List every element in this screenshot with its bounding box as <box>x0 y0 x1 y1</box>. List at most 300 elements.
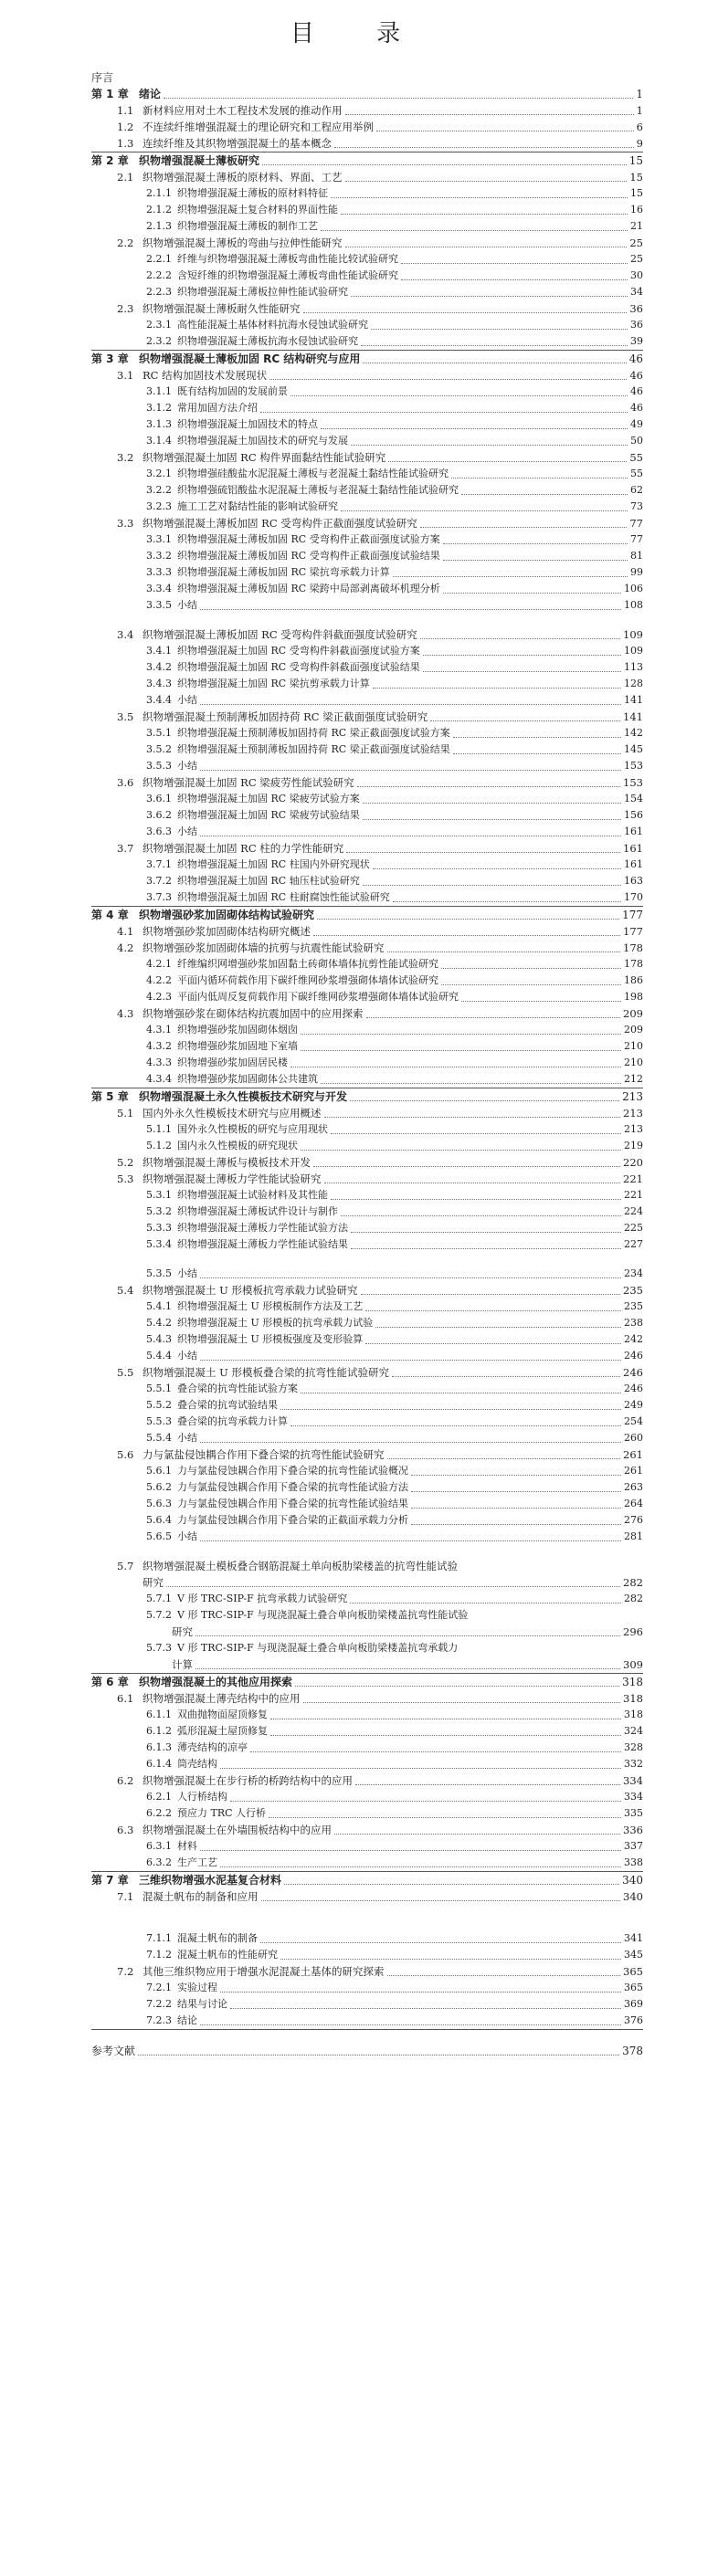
toc-entry-title: 小结 <box>177 1432 197 1444</box>
toc-entry-page: 36 <box>630 319 643 331</box>
toc-entry[interactable] <box>91 1397 643 1414</box>
toc-entry-page: 46 <box>630 385 643 397</box>
toc-entry[interactable] <box>91 548 643 564</box>
toc-leader-dots <box>166 1586 620 1587</box>
toc-entry[interactable] <box>91 824 643 840</box>
toc-entry[interactable] <box>91 1055 643 1071</box>
toc-entry[interactable] <box>91 1138 643 1154</box>
toc-entry[interactable] <box>91 1640 643 1656</box>
toc-front-entry[interactable] <box>91 69 643 86</box>
toc-entry-number: 3.4.2 <box>146 661 172 673</box>
toc-entry-page: 113 <box>624 661 643 673</box>
toc-entry[interactable] <box>91 643 643 659</box>
toc-entry-number: 5.6.5 <box>146 1530 172 1542</box>
toc-entry[interactable] <box>91 400 643 416</box>
toc-leader-dots <box>365 1310 621 1311</box>
toc-entry[interactable] <box>91 251 643 268</box>
toc-entry[interactable] <box>91 1348 643 1364</box>
toc-entry-number: 3.7 <box>117 842 134 855</box>
toc-leader-dots <box>261 1900 621 1901</box>
toc-entry[interactable] <box>91 1282 643 1299</box>
toc-entry[interactable] <box>91 1690 643 1707</box>
toc-entry-title: 织物增强混凝土预制薄板加固持荷 RC 梁正截面强度试验方案 <box>177 727 450 739</box>
toc-entry-title: 平面内循环荷载作用下碳纤维网砂浆增强砌体墙体试验研究 <box>177 974 438 986</box>
toc-leader-dots <box>392 1376 620 1377</box>
toc-leader-dots <box>250 1751 621 1752</box>
toc-entry-page: 142 <box>624 727 643 739</box>
toc-leader-dots <box>290 395 628 396</box>
toc-gap <box>91 1905 643 1918</box>
toc-entry-number: 3.6 <box>117 776 134 789</box>
toc-leader-dots <box>331 197 628 198</box>
toc-entry-number: 5.5.3 <box>146 1415 172 1427</box>
toc-entry[interactable] <box>91 807 643 824</box>
toc-entry[interactable] <box>91 1105 643 1121</box>
toc-entry[interactable] <box>91 1071 643 1088</box>
toc-entry[interactable] <box>91 1299 643 1315</box>
toc-entry-number: 5.6.4 <box>146 1514 172 1526</box>
toc-gap <box>91 614 643 626</box>
toc-entry-page: 263 <box>624 1481 643 1493</box>
toc-leader-dots <box>387 1458 621 1459</box>
toc-entry[interactable] <box>91 169 643 185</box>
toc-entry-title: 高性能混凝土基体材料抗海水侵蚀试验研究 <box>177 319 368 331</box>
toc-entry[interactable] <box>91 741 643 758</box>
toc-entry-page: 296 <box>623 1625 643 1638</box>
toc-entry[interactable] <box>91 1888 643 1905</box>
toc-entry[interactable] <box>91 1512 643 1529</box>
toc-entry-title: 国内永久性模板的研究现状 <box>177 1140 298 1151</box>
toc-entry-page: 73 <box>630 500 643 512</box>
toc-entry-number: 6.2 <box>117 1774 134 1787</box>
toc-entry-continuation <box>91 1574 643 1591</box>
toc-entry[interactable] <box>91 449 643 466</box>
toc-entry[interactable] <box>91 973 643 989</box>
toc-entry[interactable] <box>91 1740 643 1756</box>
toc-entry[interactable] <box>91 1364 643 1381</box>
toc-leader-dots <box>290 1425 621 1426</box>
toc-entry-page: 254 <box>624 1415 643 1427</box>
toc-entry[interactable] <box>91 1996 643 2013</box>
toc-entry-continuation <box>91 1624 643 1640</box>
toc-leader-dots <box>401 279 628 280</box>
toc-entry-page: 145 <box>624 743 643 755</box>
toc-leader-dots <box>373 688 621 689</box>
toc-entry[interactable] <box>91 889 643 907</box>
toc-entry-number: 第 4 章 <box>91 909 129 921</box>
toc-entry[interactable] <box>91 1236 643 1253</box>
toc-entry[interactable] <box>91 1529 643 1545</box>
toc-entry-page: 260 <box>624 1432 643 1444</box>
toc-entry[interactable] <box>91 1446 643 1463</box>
toc-entry-title: 含短纤维的织物增强混凝土薄板弯曲性能试验研究 <box>177 269 398 281</box>
toc-leader-dots <box>351 296 628 297</box>
toc-entry-number: 4.2.1 <box>146 958 172 970</box>
toc-leader-dots <box>321 428 628 429</box>
toc-leader-dots <box>260 412 628 413</box>
toc-entry-title: 织物增强混凝土加固 RC 梁抗剪承载力计算 <box>177 678 370 689</box>
toc-entry-page: 46 <box>629 369 643 382</box>
toc-entry[interactable] <box>91 1154 643 1171</box>
toc-entry-title: 小结 <box>177 1267 197 1279</box>
toc-entry-page: 210 <box>624 1057 643 1068</box>
toc-entry[interactable] <box>91 923 643 940</box>
toc-entry-title-cont: 计算 <box>172 1658 193 1671</box>
toc-entry[interactable] <box>91 989 643 1005</box>
toc-leader-dots <box>301 1150 621 1151</box>
toc-entry[interactable] <box>91 1022 643 1038</box>
toc-entry-title: 织物增强混凝土加固 RC 受弯构件斜截面强度试验结果 <box>177 661 420 673</box>
toc-leader-dots <box>363 819 621 820</box>
toc-entry-page: 365 <box>624 1982 643 1993</box>
toc-entry-title: 织物增强混凝土薄板的原材料特征 <box>177 187 328 199</box>
toc-entry[interactable] <box>91 102 643 119</box>
toc-entry[interactable] <box>91 709 643 725</box>
toc-entry[interactable] <box>91 235 643 251</box>
toc-entry[interactable] <box>91 857 643 873</box>
toc-leader-dots <box>357 786 620 787</box>
toc-entry-title: 织物增强混凝土薄板的制作工艺 <box>177 220 318 232</box>
toc-entry[interactable] <box>91 1187 643 1204</box>
toc-entry-page: 153 <box>623 776 643 789</box>
toc-entry-number: 4.3.2 <box>146 1040 172 1052</box>
toc-entry[interactable] <box>91 1381 643 1397</box>
toc-entry-page: 281 <box>624 1530 643 1542</box>
toc-entry-title: 织物增强砂浆在砌体结构抗震加固中的应用探索 <box>143 1007 364 1020</box>
toc-entry[interactable] <box>91 1756 643 1772</box>
toc-entry[interactable] <box>91 1496 643 1512</box>
toc-entry[interactable] <box>91 1963 643 1980</box>
toc-entry-page: 198 <box>624 991 643 1003</box>
toc-leader-dots <box>321 1083 621 1084</box>
toc-entry[interactable] <box>91 626 643 643</box>
toc-entry-page: 282 <box>623 1576 643 1589</box>
toc-entry[interactable] <box>91 367 643 384</box>
toc-entry-number: 2.3.2 <box>146 335 172 347</box>
toc-entry-number: 6.1 <box>117 1692 134 1705</box>
toc-leader-dots <box>345 181 628 182</box>
toc-entry-title: 织物增强混凝土永久性模板技术研究与开发 <box>139 1090 348 1103</box>
toc-entry[interactable] <box>91 482 643 499</box>
toc-entry-page: 332 <box>624 1758 643 1770</box>
toc-entry-title: 力与氯盐侵蚀耦合作用下叠合梁的正截面承载力分析 <box>177 1514 408 1526</box>
toc-entry-page: 170 <box>624 891 643 903</box>
toc-entry-page: 219 <box>624 1140 643 1151</box>
toc-entry-title: 连续纤维及其织物增强混凝土的基本概念 <box>143 137 332 150</box>
toc-entry[interactable] <box>91 1463 643 1479</box>
toc-entry[interactable] <box>91 1038 643 1055</box>
toc-entry[interactable] <box>91 1805 643 1822</box>
toc-entry[interactable] <box>91 1414 643 1430</box>
toc-entry[interactable] <box>91 581 643 597</box>
toc-leader-dots <box>200 1360 621 1361</box>
toc-entry-title: 混凝土帆布的制备 <box>177 1932 258 1944</box>
toc-entry-number: 1.1 <box>117 104 134 117</box>
toc-entry[interactable] <box>91 1930 643 1947</box>
toc-leader-dots <box>355 1784 620 1785</box>
toc-entry-title: 国外永久性模板的研究与应用现状 <box>177 1123 328 1135</box>
toc-leader-dots <box>461 1001 621 1002</box>
toc-entry-number: 3.1.1 <box>146 385 172 397</box>
toc-entry-title: 织物增强混凝土 U 形模板抗弯承载力试验研究 <box>143 1284 358 1297</box>
toc-entry[interactable] <box>91 1789 643 1805</box>
toc-entry-page: 213 <box>624 1123 643 1135</box>
toc-entry[interactable] <box>91 1855 643 1872</box>
toc-entry[interactable] <box>91 2013 643 2030</box>
toc-entry[interactable] <box>91 1220 643 1236</box>
toc-entry-page: 210 <box>624 1040 643 1052</box>
toc-entry-number: 第 1 章 <box>91 88 129 100</box>
toc-entry[interactable] <box>91 1171 643 1187</box>
toc-entry[interactable] <box>91 499 643 515</box>
toc-entry-number: 5.3.5 <box>146 1267 172 1279</box>
toc-leader-dots <box>393 576 628 577</box>
toc-entry-title: 织物增强混凝土的其他应用探索 <box>139 1676 293 1688</box>
toc-leader-dots <box>388 461 627 462</box>
toc-leader-dots <box>200 704 621 705</box>
toc-leader-dots <box>200 1277 621 1278</box>
toc-entry[interactable] <box>91 956 643 973</box>
toc-entry[interactable] <box>91 597 643 614</box>
toc-entry-number: 6.3.2 <box>146 1856 172 1868</box>
toc-entry-title: 织物增强混凝土薄板的弯曲与拉伸性能研究 <box>143 237 343 249</box>
toc-entry-number: 3.2.2 <box>146 484 172 496</box>
toc-leader-dots <box>371 329 628 330</box>
toc-entry-number: 3.5 <box>117 710 134 723</box>
toc-entry[interactable] <box>91 692 643 709</box>
toc-entry[interactable] <box>91 531 643 548</box>
toc-entry-number: 2.1.1 <box>146 187 172 199</box>
toc-entry-number: 6.3 <box>117 1824 134 1836</box>
toc-entry-title: 织物增强砂浆加固地下室墙 <box>177 1040 298 1052</box>
toc-entry-page: 213 <box>622 1090 643 1103</box>
toc-entry[interactable] <box>91 1947 643 1963</box>
toc-leader-dots <box>361 1294 621 1295</box>
toc-entry-title: 织物增强混凝土模板叠合钢筋混凝土单向板肋梁楼盖的抗弯性能试验 <box>143 1560 458 1572</box>
toc-entry-title: 织物增强混凝土加固技术的研究与发展 <box>177 435 348 447</box>
toc-chapter-entry[interactable] <box>91 907 643 923</box>
toc-entry-page: 261 <box>623 1448 643 1461</box>
toc-entry-page: 161 <box>624 825 643 837</box>
toc-entry-page: 334 <box>624 1791 643 1803</box>
toc-entry[interactable] <box>91 774 643 791</box>
toc-entry-page: 1 <box>636 104 643 117</box>
toc-entry-page: 341 <box>624 1932 643 1944</box>
toc-leader-dots <box>301 1050 621 1051</box>
toc-entry-number: 5.3.3 <box>146 1222 172 1234</box>
toc-entry[interactable] <box>91 791 643 807</box>
toc-entry[interactable] <box>91 873 643 889</box>
toc-entry-page: 335 <box>624 1807 643 1819</box>
toc-entry[interactable] <box>91 119 643 135</box>
toc-leader-dots <box>195 1668 620 1669</box>
toc-entry[interactable] <box>91 202 643 218</box>
toc-entry-number: 3.6.1 <box>146 793 172 804</box>
toc-chapter-entry[interactable] <box>91 1674 643 1690</box>
toc-leader-dots <box>461 494 628 495</box>
toc-leader-dots <box>351 445 628 446</box>
toc-leader-dots <box>280 1409 621 1410</box>
toc-entry[interactable] <box>91 840 643 857</box>
toc-entry-title: 织物增强混凝土薄板的原材料、界面、工艺 <box>143 171 343 184</box>
toc-entry[interactable] <box>91 433 643 449</box>
toc-entry[interactable] <box>91 284 643 300</box>
toc-entry-title: 叠合梁的抗弯承载力计算 <box>177 1415 288 1427</box>
toc-entry[interactable] <box>91 1315 643 1331</box>
toc-entry[interactable] <box>91 1430 643 1446</box>
toc-leader-dots <box>334 1834 620 1835</box>
toc-entry[interactable] <box>91 466 643 482</box>
toc-entry[interactable] <box>91 659 643 676</box>
toc-entry-title: 力与氯盐侵蚀耦合作用下叠合梁的抗弯性能试验研究 <box>143 1448 385 1461</box>
toc-entry[interactable] <box>91 1723 643 1740</box>
toc-entry-page: 221 <box>623 1172 643 1185</box>
toc-entry-page: 34 <box>630 286 643 298</box>
toc-entry-title: 筒壳结构 <box>177 1758 217 1770</box>
toc-entry-page: 264 <box>624 1498 643 1509</box>
toc-entry-title: 织物增强混凝土薄板力学性能试验结果 <box>177 1238 348 1250</box>
toc-entry[interactable] <box>91 1772 643 1789</box>
toc-entry[interactable] <box>91 1838 643 1855</box>
toc-entry[interactable] <box>91 1121 643 1138</box>
toc-entry-number: 5.4 <box>117 1284 134 1297</box>
toc-entry[interactable] <box>91 1822 643 1838</box>
toc-entry-page: 221 <box>624 1189 643 1201</box>
toc-entry-number: 5.6.2 <box>146 1481 172 1493</box>
toc-entry-page: 163 <box>624 875 643 887</box>
toc-entry-number: 5.4.3 <box>146 1333 172 1345</box>
toc-entry[interactable] <box>91 300 643 317</box>
toc-entry[interactable] <box>91 1591 643 1607</box>
toc-entry[interactable] <box>91 676 643 692</box>
toc-leader-dots <box>200 1850 621 1851</box>
toc-entry[interactable] <box>91 317 643 333</box>
toc-entry-page: 276 <box>624 1514 643 1526</box>
toc-entry[interactable] <box>91 1204 643 1220</box>
toc-entry-page: 109 <box>624 645 643 657</box>
toc-leader-dots <box>345 114 634 115</box>
toc-entry[interactable] <box>91 185 643 202</box>
toc-entry-title: 薄壳结构的凉亭 <box>177 1741 248 1753</box>
toc-leader-dots <box>138 2055 619 2056</box>
toc-front-entry[interactable] <box>91 2043 643 2059</box>
toc-entry-page: 337 <box>624 1840 643 1852</box>
toc-entry[interactable] <box>91 1707 643 1723</box>
toc-entry-number: 2.1 <box>117 171 134 184</box>
toc-entry-title: 织物增强混凝土薄板力学性能试验方法 <box>177 1222 348 1234</box>
toc-entry[interactable] <box>91 1331 643 1348</box>
toc-entry-page: 249 <box>624 1399 643 1411</box>
toc-entry-title: 织物增强硅酸盐水泥混凝土薄板与老混凝土黏结性能试验研究 <box>177 468 449 479</box>
toc-entry-page: 161 <box>624 858 643 870</box>
toc-entry-title: 混凝土帆布的制备和应用 <box>143 1890 259 1903</box>
toc-entry-page: 36 <box>629 302 643 315</box>
toc-entry[interactable] <box>91 1266 643 1282</box>
toc-entry[interactable] <box>91 940 643 956</box>
toc-leader-dots <box>331 1133 621 1134</box>
toc-entry[interactable] <box>91 515 643 531</box>
toc-leader-dots <box>411 1508 621 1509</box>
page-title: 目 录 <box>290 20 428 47</box>
toc-entry-number: 5.5.4 <box>146 1432 172 1444</box>
toc-entry-title: 织物增强混凝土预制薄板加固持荷 RC 梁正截面强度试验研究 <box>143 710 428 723</box>
toc-entry-page: 15 <box>630 187 643 199</box>
toc-chapter-entry[interactable] <box>91 1088 643 1105</box>
toc-entry-number: 3.4.3 <box>146 678 172 689</box>
toc-leader-dots <box>284 1884 619 1885</box>
toc-entry[interactable] <box>91 725 643 741</box>
toc-entry-number: 5.2 <box>117 1156 134 1169</box>
toc-entry-title: 参考文献 <box>91 2045 136 2057</box>
toc-entry-number: 5.5.2 <box>146 1399 172 1411</box>
toc-entry[interactable] <box>91 268 643 284</box>
toc-entry[interactable] <box>91 416 643 433</box>
toc-leader-dots <box>441 984 621 985</box>
toc-entry-title: 织物增强混凝土薄板加固 RC 受弯构件斜截面强度试验研究 <box>143 628 417 641</box>
toc-chapter-entry[interactable] <box>91 351 643 367</box>
toc-entry[interactable] <box>91 1558 643 1574</box>
toc-entry-title: 生产工艺 <box>177 1856 217 1868</box>
toc-leader-dots <box>270 1735 621 1736</box>
toc-entry-page: 378 <box>622 2045 643 2057</box>
toc-chapter-entry[interactable] <box>91 152 643 169</box>
toc-entry-page: 178 <box>624 958 643 970</box>
toc-entry[interactable] <box>91 1607 643 1624</box>
toc-entry[interactable] <box>91 1980 643 1996</box>
toc-leader-dots <box>295 1686 619 1687</box>
toc-entry[interactable] <box>91 564 643 581</box>
toc-entry-number: 3.3.5 <box>146 599 172 611</box>
toc-leader-dots <box>269 379 627 380</box>
toc-entry-page: 161 <box>623 842 643 855</box>
toc-entry-number: 2.1.3 <box>146 220 172 232</box>
toc-leader-dots <box>334 147 634 148</box>
toc-entry-page: 338 <box>624 1856 643 1868</box>
toc-entry-title: 织物增强硫铝酸盐水泥混凝土薄板与老混凝土黏结性能试验研究 <box>177 484 459 496</box>
toc-entry[interactable] <box>91 135 643 152</box>
toc-entry-title: 人行桥结构 <box>177 1791 227 1803</box>
toc-entry[interactable] <box>91 758 643 774</box>
toc-entry[interactable] <box>91 1005 643 1022</box>
toc-entry-title: 三维织物增强水泥基复合材料 <box>139 1874 282 1887</box>
toc-entry-page: 49 <box>630 418 643 430</box>
toc-leader-dots <box>269 1817 621 1818</box>
toc-leader-dots <box>401 263 628 264</box>
toc-entry-page: 141 <box>624 694 643 706</box>
toc-entry-page: 109 <box>623 628 643 641</box>
toc-chapter-entry[interactable] <box>91 1872 643 1888</box>
toc-entry[interactable] <box>91 384 643 400</box>
toc-entry[interactable] <box>91 1479 643 1496</box>
toc-entry-page: 246 <box>624 1383 643 1394</box>
toc-entry-title: 织物增强混凝土薄板加固 RC 受弯构件正截面强度试验结果 <box>177 550 440 562</box>
toc-entry-number: 7.2.3 <box>146 2014 172 2026</box>
toc-entry[interactable] <box>91 218 643 235</box>
toc-entry[interactable] <box>91 333 643 351</box>
toc-entry-page: 39 <box>630 335 643 347</box>
toc-entry-page: 9 <box>636 137 643 150</box>
toc-entry-title: 织物增强混凝土薄板加固 RC 结构研究与应用 <box>139 352 361 365</box>
toc-leader-dots <box>324 1117 621 1118</box>
toc-entry-number: 5.3.4 <box>146 1238 172 1250</box>
toc-leader-dots <box>375 1327 621 1328</box>
toc-entry-page: 209 <box>624 1024 643 1036</box>
toc-leader-dots <box>303 1702 621 1703</box>
toc-chapter-entry[interactable] <box>91 86 643 102</box>
toc-leader-dots <box>303 312 628 313</box>
toc-leader-dots <box>220 1768 621 1769</box>
toc-entry-number: 5.7.2 <box>146 1609 172 1621</box>
